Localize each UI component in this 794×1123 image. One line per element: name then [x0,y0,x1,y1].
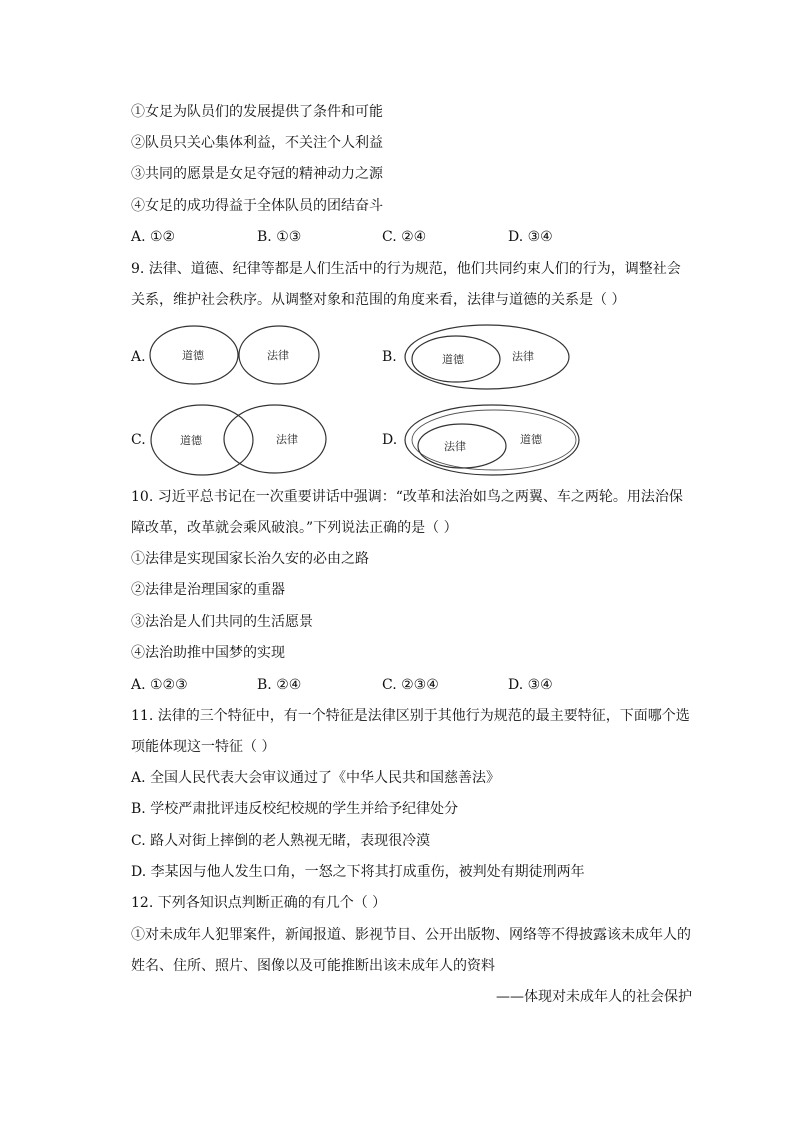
q9-stem-line-2: 关系，维护社会秩序。从调整对象和范围的角度来看，法律与道德的关系是（ ） [131,292,626,308]
q9-choice-a-label[interactable]: A. [131,349,146,365]
q10-option-c[interactable]: C. ②③④ [382,677,439,693]
q10-option-a[interactable]: A. ①②③ [131,677,188,693]
q10-statement-2: ②法律是治理国家的重器 [131,582,285,598]
q10-stem-line-2: 障改革，改革就会乘风破浪。”下列说法正确的是（ ） [131,520,458,536]
q9-a-text-right: 法律 [267,349,289,362]
q9-choice-d-diagram[interactable] [402,402,584,478]
q8-statement-2: ②队员只关心集体利益，不关注个人利益 [131,135,383,151]
q9-b-circle-outer [405,325,569,389]
q10-statement-3: ③法治是人们共同的生活愿景 [131,614,313,630]
q12-item-1-line-2: 姓名、住所、照片、图像以及可能推断出该未成年人的资料 [131,958,495,974]
q8-option-d[interactable]: D. ③④ [508,229,553,245]
q8-option-a[interactable]: A. ①② [131,229,176,245]
q12-item-1-note: ——体现对未成年人的社会保护 [496,989,692,1005]
q9-b-text-outer: 法律 [512,350,534,363]
q9-d-text-inner: 法律 [444,440,466,453]
q9-c-text-right: 法律 [276,433,298,446]
q8-statement-1: ①女足为队员们的发展提供了条件和可能 [131,104,383,120]
q10-option-d[interactable]: D. ③④ [508,677,553,693]
q9-d-circle-outer [405,405,579,475]
q9-choice-d-label[interactable]: D. [382,432,398,448]
q10-stem-line-1: 10. 习近平总书记在一次重要讲话中强调：“改革和法治如鸟之两翼、车之两轮。用法治保 [131,489,683,505]
q10-statement-4: ④法治助推中国梦的实现 [131,645,285,661]
q9-choice-b-diagram[interactable] [402,322,574,392]
q11-option-d[interactable]: D. 李某因与他人发生口角，一怒之下将其打成重伤，被判处有期徒刑两年 [131,864,585,880]
q9-c-circle-right [224,405,326,473]
q9-d-text-outer: 道德 [520,433,542,446]
q12-stem: 12. 下列各知识点判断正确的有几个（ ） [131,895,387,911]
q9-choice-c-label[interactable]: C. [131,432,146,448]
q8-statement-3: ③共同的愿景是女足夺冠的精神动力之源 [131,166,383,182]
q11-option-c[interactable]: C. 路人对街上摔倒的老人熟视无睹，表现很冷漠 [131,833,431,849]
q10-statement-1: ①法律是实现国家长治久安的必由之路 [131,551,369,567]
q11-option-a[interactable]: A. 全国人民代表大会审议通过了《中华人民共和国慈善法》 [131,770,501,786]
q8-option-c[interactable]: C. ②④ [382,229,427,245]
q9-a-text-left: 道德 [182,349,204,362]
q9-stem-line-1: 9. 法律、道德、纪律等都是人们生活中的行为规范，他们共同约束人们的行为，调整社会 [131,261,681,277]
q11-option-b[interactable]: B. 学校严肃批评违反校纪校规的学生并给予纪律处分 [131,801,459,817]
q9-c-text-left: 道德 [180,434,202,447]
q9-choice-c-diagram[interactable] [148,402,330,478]
q9-choice-b-label[interactable]: B. [382,349,397,365]
q12-item-1-line-1: ①对未成年人犯罪案件，新闻报道、影视节目、公开出版物、网络等不得披露该未成年人的 [131,927,691,943]
q9-b-text-inner: 道德 [442,353,464,366]
q8-statement-4: ④女足的成功得益于全体队员的团结奋斗 [131,198,383,214]
q10-option-b[interactable]: B. ②④ [257,677,302,693]
q9-choice-a-diagram[interactable] [148,322,328,388]
q8-option-b[interactable]: B. ①③ [257,229,302,245]
q11-stem-line-1: 11. 法律的三个特征中，有一个特征是法律区别于其他行为规范的最主要特征，下面哪个选 [131,708,690,724]
q11-stem-line-2: 项能体现这一特征（ ） [131,739,276,755]
